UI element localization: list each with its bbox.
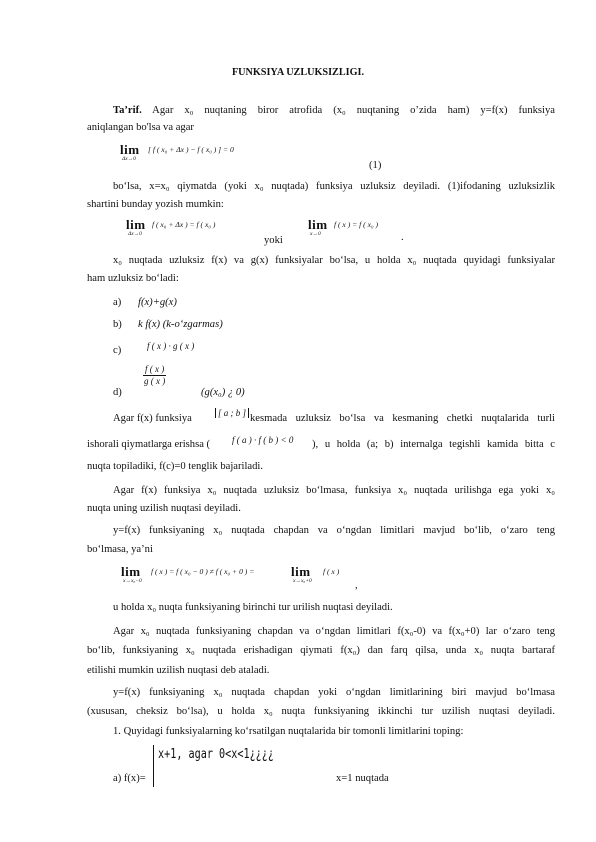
- lim-subscript: x→x₀+0: [293, 578, 312, 584]
- formula-1-number: (1): [369, 160, 382, 171]
- lim-word: lim: [121, 564, 141, 579]
- formula-2-dot: .: [401, 232, 404, 243]
- formula-2b: [308, 217, 379, 237]
- paragraph-sum-rule-line-2: ham uzluksiz bo‘ladi:: [87, 273, 179, 284]
- paragraph-ivt-line-2-start: ishorali qiymatlarga erishsa (: [87, 439, 211, 450]
- exercise-a-label: [113, 772, 146, 786]
- definition-text-1: Agar x₀ nuqtaning biror atrofida (x₀ nuqtaning o’zida ham) y=f(x) funksiya: [141, 105, 555, 116]
- exercise-heading: 1. Quyidagi funksiyalarning ko‘rsatilgan nuqtalarida bir tomonli limitlarini toping:: [113, 726, 464, 737]
- list-marker-c: c): [113, 345, 122, 356]
- formula-1: [120, 142, 234, 162]
- paragraph-sum-rule: x₀ nuqtada uzluksiz f(x) va g(x) funksiyalar bo‘lsa, u holda x₀ nuqtada quyidagi funksiyalar: [113, 255, 555, 266]
- lim-subscript: Δx→0: [122, 156, 136, 162]
- paragraph-ivt-line-3: nuqta topiladiki, f(c)=0 tenglik bajariladi.: [87, 461, 264, 472]
- paragraph-ivt-start: Agar f(x) funksiya: [113, 413, 192, 424]
- paragraph-continuity-line-2: shartini bunday yozish mumkin:: [87, 199, 224, 210]
- definition-line-2: aniqlangan bo'lsa va agar: [87, 122, 194, 133]
- page-title: FUNKSIYA UZLUKSIZLIGI.: [231, 67, 365, 78]
- list-item-c: f ( x ) · g ( x ): [147, 341, 195, 351]
- list-marker-b: b): [113, 319, 122, 330]
- formula-3: [121, 564, 255, 584]
- list-item-b: k f(x) (k-o‘zgarmas): [138, 319, 223, 330]
- paragraph-continuity: bo‘lsa, x=x₀ qiymatda (yoki x₀ nuqtada) funksiya uzluksiz deyiladi. (1)ifodaning uzluksizlik: [113, 181, 555, 192]
- lim-subscript: x→x₀−0: [123, 578, 142, 584]
- lim-word: lim: [291, 564, 311, 579]
- sign-inequality: f ( a ) · f ( b ) < 0: [232, 435, 294, 445]
- paragraph-removable-line-2: bo‘lib, funksiyaning x₀ nuqtada erishadigan qiymati f(x₀) dan farq qilsa, unda x₀ nuqta bartaraf: [87, 645, 555, 656]
- list-item-d-condition: (g(x₀) ¿ 0): [201, 387, 245, 398]
- formula-3-expression: f ( x ) = f ( x₀ − 0 ) ≠ f ( x₀ + 0 ) =: [151, 567, 255, 576]
- paragraph-one-sided: y=f(x) funksiyaning x₀ nuqtada chapdan va o‘ngdan limitlari mavjud bo‘lib, o‘zaro teng: [113, 525, 555, 536]
- exercise-point: x=1 nuqtada: [336, 773, 389, 784]
- formula-3b: [291, 564, 340, 584]
- lim-word: lim: [126, 217, 146, 232]
- paragraph-second-kind: y=f(x) funksiyaning x₀ nuqtada chapdan yoki o‘ngdan limitlarining biri mavjud bo‘lmasa: [113, 687, 555, 698]
- lim-subscript: Δx→0: [128, 231, 142, 237]
- list-marker-d: d): [113, 387, 122, 398]
- formula-1-expression: [ f ( x₀ + Δx ) − f ( x₀ ) ] = 0: [148, 145, 234, 154]
- piecewise-brace: [153, 745, 154, 787]
- lim-word: lim: [308, 217, 328, 232]
- formula-3b-expression: f ( x ): [323, 567, 340, 576]
- list-item-d-fraction: [143, 364, 166, 387]
- formula-2: [126, 217, 216, 237]
- paragraph-ivt-rest: kesmada uzluksiz bo‘lsa va kesmaning chetki nuqtalarida turli: [250, 413, 555, 424]
- paragraph-removable-line-3: etilishi mumkin uzilish nuqtasi deb ataladi.: [87, 665, 270, 676]
- paragraph-discontinuity: Agar f(x) funksiya x₀ nuqtada uzluksiz bo‘lmasa, funksiya x₀ nuqtada urilishga ega yoki x₀: [113, 485, 555, 496]
- paragraph-removable: Agar x₀ nuqtada funksiyaning chapdan va o‘ngdan limitlari f(x₀-0) va f(x₀+0) lar o‘zaro teng: [113, 626, 555, 637]
- lim-subscript: x→0: [310, 231, 321, 237]
- paragraph-ivt-line-2-rest: ), u holda (a; b) internalga tegishli kamida bitta c: [312, 439, 555, 450]
- paragraph-discontinuity-line-2: nuqta uning uzilish nuqtasi deyiladi.: [87, 503, 241, 514]
- exercise-a-text: a) f(x)=: [113, 773, 146, 784]
- formula-2-or: yoki: [264, 235, 283, 246]
- definition-line-1: [113, 104, 555, 118]
- fraction-denominator: g ( x ): [144, 376, 166, 386]
- formula-3-comma: ,: [355, 580, 358, 591]
- paragraph-second-kind-line-2: (xususan, cheksiz bo‘lsa), u holda x₀ nuqta funksiyaning ikkinchi tur uzilish nuqtasi deyiladi.: [87, 706, 555, 717]
- piecewise-case: x+1, agar 0<x<1¿¿¿¿: [158, 747, 275, 762]
- formula-2b-expression: f ( x ) = f ( x₀ ): [334, 220, 379, 229]
- interval-ab: [ a ; b ]: [215, 408, 249, 418]
- list-item-a: f(x)+g(x): [138, 297, 177, 308]
- paragraph-first-kind: u holda x₀ nuqta funksiyaning birinchi tur urilish nuqtasi deyiladi.: [113, 602, 393, 613]
- fraction-numerator: f ( x ): [145, 364, 165, 374]
- lim-word: lim: [120, 142, 140, 157]
- list-marker-a: a): [113, 297, 122, 308]
- formula-2-expression: f ( x₀ + Δx ) = f ( x₀ ): [152, 220, 216, 229]
- paragraph-one-sided-line-2: bo‘lmasa, ya’ni: [87, 544, 153, 555]
- definition-head: Ta’rif.: [113, 105, 142, 116]
